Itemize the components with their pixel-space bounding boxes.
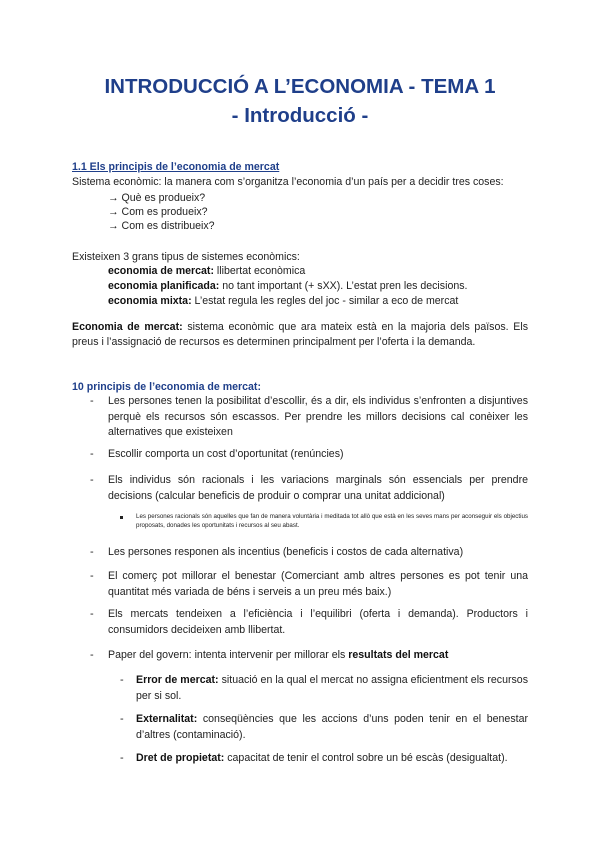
bullet-dash: - (90, 448, 94, 460)
bullet-dash: - (90, 546, 94, 558)
doc-title-line1: INTRODUCCIÓ A L’ECONOMIA - TEMA 1 (104, 75, 496, 98)
question-how: → Com es produeix? (108, 206, 208, 218)
section2-heading: 10 principis de l’economia de mercat: (72, 381, 261, 393)
bullet-dash: - (90, 570, 94, 582)
bullet-dash: - (90, 395, 94, 407)
bullet-dash: - (90, 608, 94, 620)
principle-1: Les persones tenen la posibilitat d’escollir, és a dir, els individus s’enfronten a disjuntives perquè els recursos són escassos. Per prendre les millors decisions cal conèixer les alternatives que existeixen (108, 395, 528, 438)
bullet-dash: - (90, 474, 94, 486)
section1-heading: 1.1 Els principis de l’economia de mercat (72, 161, 280, 173)
principle-4: Les persones responen als incentius (beneficis i costos de cada alternativa) (108, 546, 464, 558)
principle-3: Els individus són racionals i les variacions marginals són essencials per prendre decisions (calcular beneficis de produir o comprar una unitat addicional) (108, 474, 528, 502)
market-failure: Error de mercat: situació en la qual el mercat no assigna eficientment els recursos per si sol. (136, 674, 528, 702)
bullet-dash: - (120, 752, 124, 764)
bullet-dash: - (120, 674, 124, 686)
question-distribute: → Com es distribueix? (108, 220, 215, 232)
bullet-dash: - (120, 713, 124, 725)
question-what: → Què es produeix? (108, 192, 206, 204)
system-definition: Sistema econòmic: la manera com s’organitza l’economia d’un país per a decidir tres coses: (72, 176, 504, 188)
market-economy-definition: Economia de mercat: sistema econòmic que ara mateix està en la majoria dels països. Els preus i l’assignació de recursos es determinen principalment per l’oferta i la demanda. (72, 321, 528, 348)
doc-title-line2: - Introducció - (231, 104, 369, 127)
bullet-dash: - (90, 649, 94, 661)
rational-people-note: Les persones racionals són aquelles que fan de manera voluntària i meditada tot allò que està en les seves mans per aconseguir els objectius proposats, donades les oportunitats i recursos al seu abast. (136, 513, 528, 529)
types-intro: Existeixen 3 grans tipus de sistemes econòmics: (72, 251, 300, 263)
property-right: Dret de propietat: capacitat de tenir el control sobre un bé escàs (desigualtat). (136, 752, 508, 764)
principle-6: Els mercats tendeixen a l’eficiència i l’equilibri (oferta i demanda). Productors i consumidors decideixen amb llibertat. (108, 608, 528, 636)
principle-2: Escollir comporta un cost d’oportunitat (renúncies) (108, 448, 344, 460)
principle-5: El comerç pot millorar el benestar (Comerciant amb altres persones es pot tenir una quantitat més variada de béns i serveis a un preu més baix.) (108, 570, 528, 598)
square-bullet-icon (120, 516, 123, 519)
externality: Externalitat: conseqüències que les accions d’uns poden tenir en el benestar d’altres (contaminació). (136, 713, 528, 741)
principle-7: Paper del govern: intenta intervenir per millorar els resultats del mercat (108, 649, 449, 661)
type-mixed: economia mixta: L’estat regula les regles del joc - similar a eco de mercat (108, 295, 459, 307)
type-planned: economia planificada: no tant important (+ sXX). L’estat pren les decisions. (108, 280, 468, 292)
type-market: economia de mercat: llibertat econòmica (108, 265, 306, 277)
